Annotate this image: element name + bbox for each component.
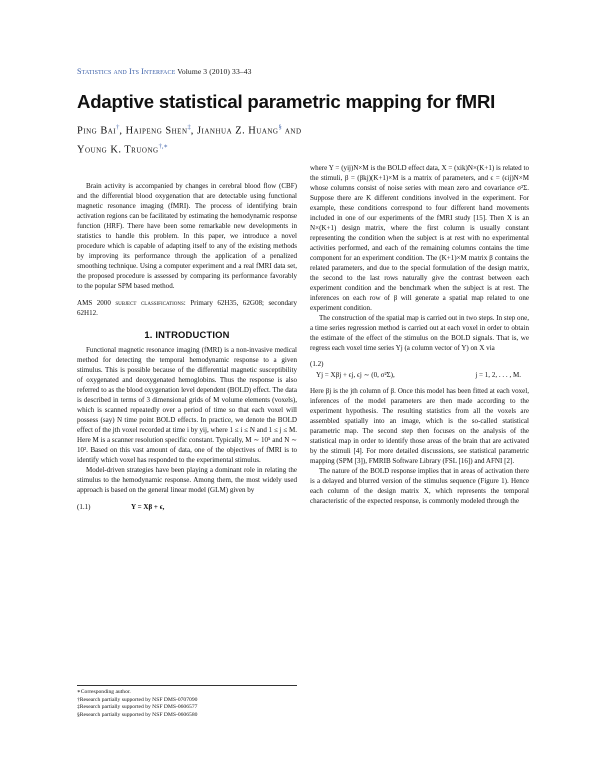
author-affiliation-mark[interactable]: †,∗ (158, 143, 168, 151)
two-step-paragraph: The construction of the spatial map is carried out in two steps. In step one, a time series regression method is carried out at each voxel in order to obtain the estimate of the effect of the stimulus on the BOLD signals. That is, we regress each voxel time series Yj (a column vector of Y) on X via (310, 314, 529, 352)
equation-body: Y = Xβ + ϵ, (131, 502, 165, 511)
author-affiliation-mark[interactable]: ‡ (187, 124, 191, 131)
left-column (77, 182, 297, 513)
model-paragraph: where Y = (yij)N×M is the BOLD effect data, X = (xik)N×(K+1) is related to the stimuli, β = (βkj)(K+1)×M is a matrix of parameters, and ϵ = (ϵij)N×M whose columns consist of noise series with mean zero and covariance σ²Σ. Suppose there are K different conditions involved in the experiment. For example, these conditions correspond to four different hand movements included in one of our experiments of the fMRI study [15]. Then X is an N×(K+1) design matrix, where the first column is usually constant representing the condition when the subject is at rest with no experimental activities performed, and each of the remaining columns contains the time component for an experiment condition. The (K+1)×M matrix β contains the related parameters, and due to the special formulation of the design matrix, the second to the last rows naturally give the contrast between each experiment condition and the benchmark when the subject is at rest. The inferences on each row of β will generate a spatial map related to one experiment condition. (310, 164, 529, 312)
author-name: Ping Bai (77, 125, 117, 137)
author-list (77, 120, 377, 159)
journal-volume: Volume 3 (2010) 33–43 (175, 67, 252, 76)
intro-paragraph-1: Functional magnetic resonance imaging (fMRI) is a non-invasive medical method for detecting the temporal hemodynamic response to a given stimulus. This is possible because of the differential magnetic susceptibility of oxygenated and deoxygenated hemoglobins. Thus the response is also referred to as the blood oxygenation level dependent (BOLD) effect. The data is described in terms of 3 dimensional grids of M volume elements (voxels), which is scanned repeatedly over a period of time so that each voxel will possess (say) N time point BOLD effects. In practice, we denote the BOLD effect of the jth voxel recorded at time i by yij, where 1 ≤ i ≤ N and 1 ≤ j ≤ M. Here M is a scanner resolution specific constant. Typically, M ∼ 10⁵ and N ∼ 10². Based on this vast amount of data, one of the objectives of fMRI is to identify which voxel has responded to the experimental stimulus. (77, 345, 297, 464)
section-heading: 1. INTRODUCTION (144, 328, 230, 340)
ams-classification (77, 299, 297, 319)
equation-1-1 (77, 503, 297, 513)
author-line-1 (77, 120, 377, 139)
author-conjunction: and (281, 125, 302, 137)
footnote: §Research partially supported by NSF DMS-0606580 (77, 711, 198, 718)
bold-response-paragraph: The nature of the BOLD response implies that in areas of activation there is a delayed and blurred version of the stimulus sequence (Figure 1). Hence each column of the design matrix X, which represents the temporal characteristic of the expected response, is commonly modeled through the (310, 467, 529, 505)
author-name: Young K. Truong (77, 144, 159, 156)
author-name: , Jianhua Z. Huang (190, 125, 279, 137)
author-name: , Haipeng Shen (119, 125, 188, 137)
author-line-2 (77, 139, 377, 158)
equation-number: (1.2) (310, 360, 324, 368)
author-affiliation-mark[interactable]: § (278, 124, 282, 131)
author-affiliation-mark[interactable]: † (116, 124, 120, 131)
equation-number: (1.1) (77, 502, 91, 511)
journal-header (77, 67, 252, 76)
equation-index-range: j = 1, 2, . . . , M. (475, 371, 521, 379)
ams-codes: Primary 62H35, 62G08; secondary 62H12. (77, 298, 298, 317)
equation-1-2 (310, 370, 529, 380)
footnotes (77, 685, 297, 719)
abstract: Brain activity is accompanied by changes in cerebral blood flow (CBF) and the differential blood oxygenation that are detectable using functional magnetic resonance imaging (fMRI). The process of identifying brain activation regions can be facilitated by estimating the hemodynamic response function (HRF). There have been some remarkable new developments in statistics to handle this problem. In this paper, we introduce a novel procedure which is capable of adapting itself to any of the existing methods by improving its performance through the application of a penalized smoothing technique. Using a computer experiment and a real fMRI data set, the proposed procedure is assessed by comparing its performance favorably to the popular SPM based method. (77, 182, 297, 290)
footnote: ‡Research partially supported by NSF DMS-0606577 (77, 704, 198, 710)
footnote: †Research partially supported by NSF DMS-0707090 (77, 696, 198, 703)
paper-title: Adaptive statistical parametric mapping for fMRI (77, 91, 496, 112)
equation-body: Yj = Xβj + ϵj, ϵj ∼ (0, σ²Σ), (316, 371, 395, 379)
right-column (310, 163, 529, 506)
journal-name-link[interactable]: Statistics and Its Interface (77, 67, 176, 76)
inference-paragraph: Here βj is the jth column of β. Once this model has been fitted at each voxel, inferences of the model parameters are then made according to the experiment hypothesis. The resulting statistics from all the voxels are assembled spatially into an image, which is the so-called statistical parametric map. The second step then focuses on the analysis of the statistical map in order to identify those areas of the brain that are activated by the stimuli [4]. For more detailed discussions, see statistical parametric mapping (SPM [3]), FMRIB Software Library (FSL [16]) and AFNI [2]. (310, 387, 529, 465)
ams-label: AMS 2000 subject classifications: (77, 298, 186, 307)
footnote: ∗Corresponding author. (77, 689, 131, 695)
intro-paragraph-2: Model-driven strategies have been playing a dominant role in relating the stimulus to the hemodynamic response. Among them, the most widely used approach is based on the general linear model (GLM) given by (77, 465, 297, 494)
